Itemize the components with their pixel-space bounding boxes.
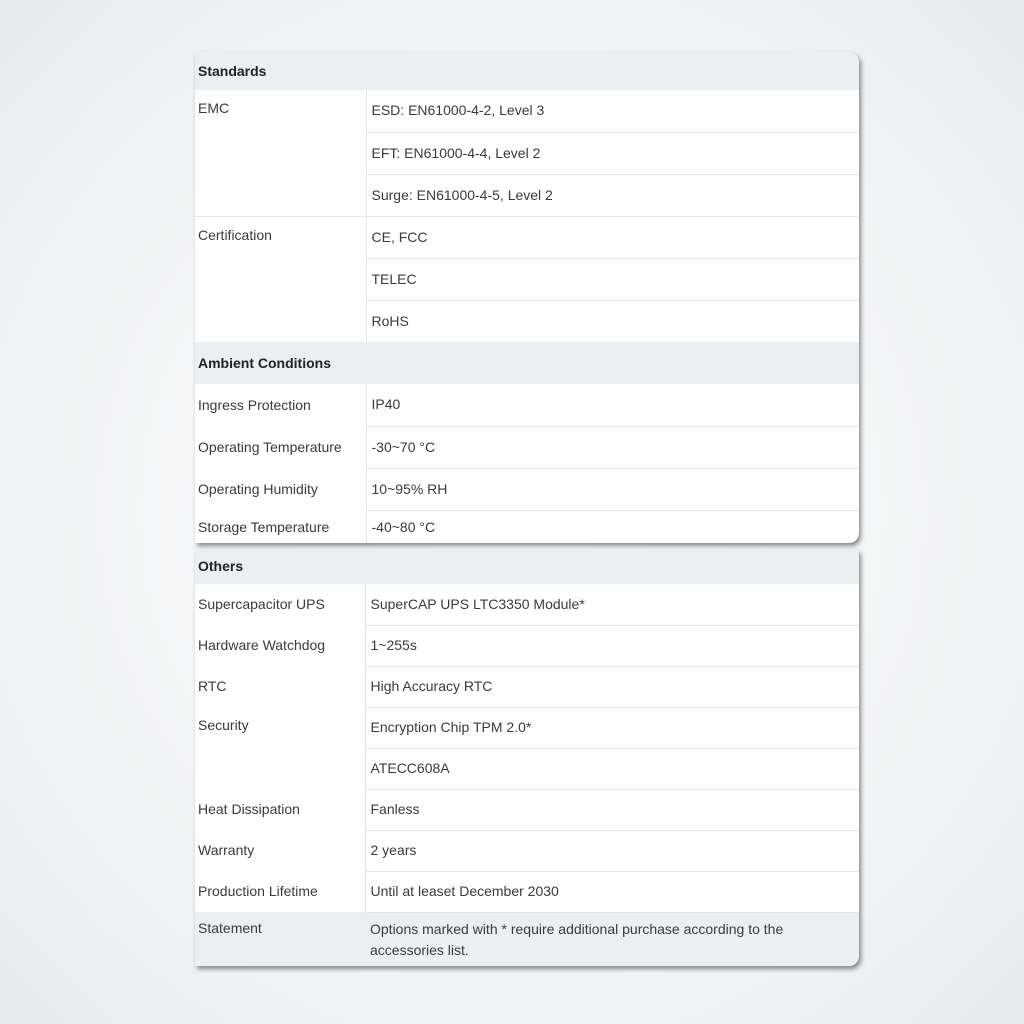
specs-table-2	[195, 549, 859, 966]
table-row	[195, 625, 859, 666]
row-value: Fanless	[365, 789, 859, 830]
row-label: Heat Dissipation	[198, 801, 300, 817]
row-value: Surge: EN61000-4-5, Level 2	[366, 174, 859, 216]
table-row	[195, 871, 859, 912]
section-header-ambient	[195, 342, 859, 384]
table-row	[195, 468, 859, 510]
specs-card-others	[195, 549, 859, 966]
specs-table-1	[195, 52, 859, 543]
section-header-standards	[195, 52, 859, 90]
row-value: Encryption Chip TPM 2.0*	[365, 707, 859, 748]
row-value: IP40	[366, 384, 859, 426]
row-value: RoHS	[366, 300, 859, 342]
row-value: 10~95% RH	[366, 468, 859, 510]
row-label: Production Lifetime	[198, 883, 318, 899]
table-row	[195, 789, 859, 830]
row-label: RTC	[198, 678, 227, 694]
row-value: CE, FCC	[366, 216, 859, 258]
row-label: Operating Humidity	[198, 480, 318, 497]
row-label-emc: EMC	[198, 100, 230, 116]
row-label: Storage Temperature	[198, 519, 330, 535]
table-row	[195, 584, 859, 625]
row-label: Statement	[195, 912, 365, 966]
row-value: -30~70 °C	[366, 426, 859, 468]
row-value: 2 years	[365, 830, 859, 871]
row-label-security: Security	[198, 717, 249, 733]
row-value: SuperCAP UPS LTC3350 Module*	[365, 584, 859, 625]
row-value: ESD: EN61000-4-2, Level 3	[366, 90, 859, 132]
row-label: Supercapacitor UPS	[198, 596, 325, 612]
row-value: TELEC	[366, 258, 859, 300]
row-value: ATECC608A	[365, 748, 859, 789]
section-header-others	[195, 549, 859, 584]
row-value: Until at leaset December 2030	[365, 871, 859, 912]
table-row	[195, 426, 859, 468]
table-row	[195, 510, 859, 543]
specs-card-standards-ambient	[195, 52, 859, 543]
statement-text: Options marked with * require additional purchase according to the accessories list.	[365, 912, 859, 966]
table-row	[195, 216, 859, 258]
table-row	[195, 666, 859, 707]
table-row	[195, 830, 859, 871]
row-value: 1~255s	[365, 625, 859, 666]
table-row	[195, 707, 859, 748]
section-title: Ambient Conditions	[195, 342, 859, 384]
row-label-certification: Certification	[195, 216, 366, 342]
row-label: Warranty	[198, 842, 255, 858]
row-value: High Accuracy RTC	[365, 666, 859, 707]
table-row	[195, 384, 859, 426]
table-row-statement	[195, 912, 859, 966]
row-label: Hardware Watchdog	[198, 637, 326, 653]
row-label: Ingress Protection	[198, 396, 311, 413]
table-row	[195, 90, 859, 132]
section-title: Standards	[195, 52, 859, 90]
row-label: Operating Temperature	[198, 438, 342, 455]
section-title: Others	[195, 549, 859, 584]
row-value: EFT: EN61000-4-4, Level 2	[366, 132, 859, 174]
row-value: -40~80 °C	[366, 510, 859, 543]
